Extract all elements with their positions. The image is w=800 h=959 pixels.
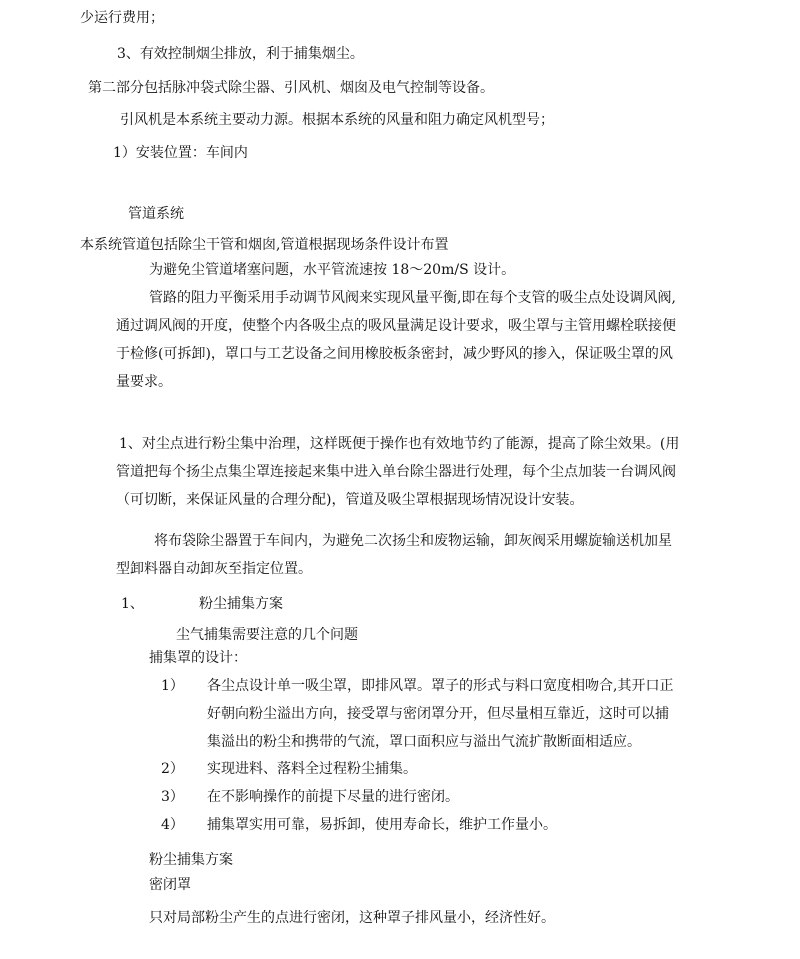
text-line: 为避免尘管道堵塞问题，水平管流速按 18～20m/S 设计。 — [149, 262, 516, 278]
text-line: 第二部分包括脉冲袋式除尘器、引风机、烟囱及电气控制等设备。 — [88, 80, 494, 96]
text-line: 少运行费用； — [80, 10, 164, 26]
text-line: 只对局部粉尘产生的点进行密闭，这种罩子排风量小，经济性好。 — [149, 910, 555, 926]
text-line: 3、有效控制烟尘排放，利于捕集烟尘。 — [117, 46, 364, 62]
text-line: 1）安装位置：车间内 — [113, 145, 248, 161]
paragraph-line: 量要求。 — [116, 374, 172, 390]
section-number: 1、 — [121, 596, 144, 612]
list-number: 1） — [161, 678, 184, 694]
text-line: 密闭罩 — [149, 877, 191, 893]
paragraph-line: 将布袋除尘器置于车间内，为避免二次扬尘和废物运输，卸灰阀采用螺旋输送机加星 — [154, 533, 672, 549]
list-number: 4） — [161, 817, 184, 833]
section-heading: 粉尘捕集方案 — [149, 852, 233, 868]
section-title: 粉尘捕集方案 — [199, 596, 283, 612]
paragraph-line: 管道把每个扬尘点集尘罩连接起来集中进入单台除尘器进行处理，每个尘点加装一台调风阀 — [116, 464, 676, 480]
section-heading: 管道系统 — [128, 206, 184, 222]
subsection-title: 尘气捕集需要注意的几个问题 — [176, 627, 358, 643]
paragraph-line: （可切断，来保证风量的合理分配)，管道及吸尘罩根据现场情况设计安装。 — [116, 492, 584, 508]
paragraph-line: 型卸料器自动卸灰至指定位置。 — [116, 561, 312, 577]
text-line: 引风机是本系统主要动力源。根据本系统的风量和阻力确定风机型号； — [120, 112, 554, 128]
list-item-line: 捕集罩实用可靠，易拆卸，使用寿命长，维护工作量小。 — [207, 817, 557, 833]
paragraph-line: 于检修(可拆卸)，罩口与工艺设备之间用橡胶板条密封，减少野风的掺入，保证吸尘罩的风 — [116, 346, 673, 362]
text-line: 捕集罩的设计： — [149, 650, 247, 666]
text-line: 本系统管道包括除尘干管和烟囱,管道根据现场条件设计布置 — [80, 237, 449, 253]
list-item-line: 集溢出的粉尘和携带的气流，罩口面积应与溢出气流扩散断面相适应。 — [207, 734, 641, 750]
list-number: 2） — [161, 761, 184, 777]
list-item-line: 各尘点设计单一吸尘罩，即排风罩。罩子的形式与料口宽度相吻合,其开口正 — [207, 678, 674, 694]
paragraph-line: 1、对尘点进行粉尘集中治理，这样既便于操作也有效地节约了能源，提高了除尘效果。(用 — [119, 436, 680, 452]
paragraph-line: 管路的阻力平衡采用手动调节风阀来实现风量平衡,即在每个支管的吸尘点处设调风阀, — [149, 290, 676, 306]
list-item-line: 在不影响操作的前提下尽量的进行密闭。 — [207, 789, 459, 805]
list-number: 3） — [161, 789, 184, 805]
paragraph-line: 通过调风阀的开度，使整个内各吸尘点的吸风量满足设计要求，吸尘罩与主管用螺栓联接便 — [116, 318, 676, 334]
list-item-line: 实现进料、落料全过程粉尘捕集。 — [207, 761, 417, 777]
list-item-line: 好朝向粉尘溢出方向，接受罩与密闭罩分开，但尽量相互靠近，这时可以捕 — [207, 706, 669, 722]
